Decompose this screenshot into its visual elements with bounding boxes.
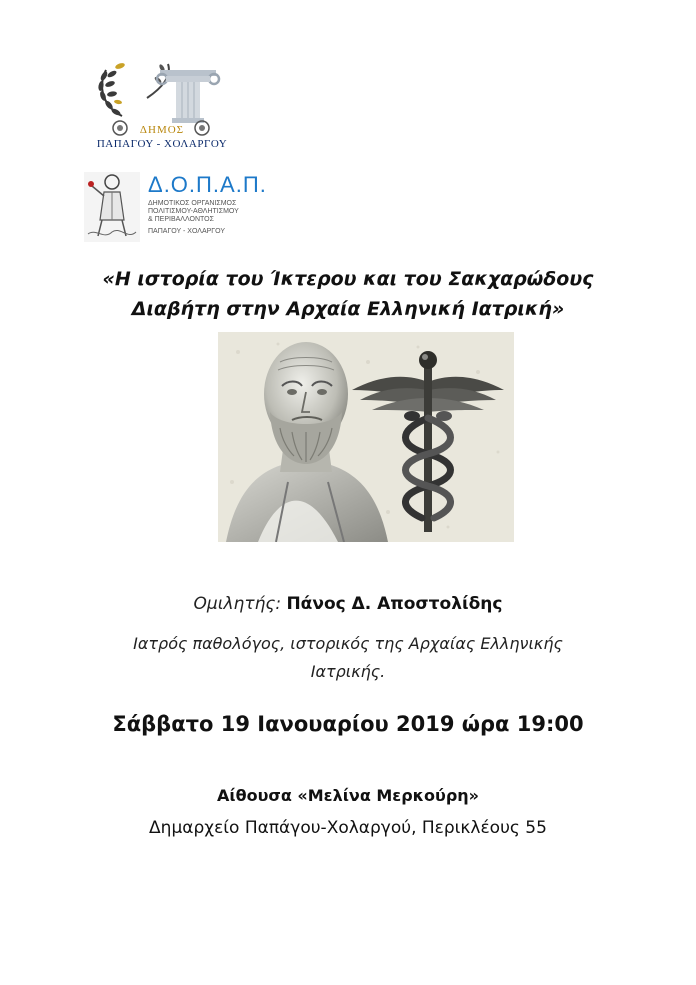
dopap-subtitle-4: ΠΑΠΑΓΟΥ - ΧΟΛΑΡΓΟΥ	[148, 228, 226, 235]
event-venue: Αίθουσα «Μελίνα Μερκούρη»	[216, 786, 480, 805]
caduceus-icon	[338, 338, 514, 538]
speaker-label: Ομιλητής:	[193, 594, 282, 614]
event-title-line-2: Διαβήτη στην Αρχαία Ελληνική Ιατρική»	[131, 298, 565, 320]
dopap-subtitle-1: ΔΗΜΟΤΙΚΟΣ ΟΡΓΑΝΙΣΜΟΣ	[148, 200, 237, 207]
speaker-name: Πάνος Δ. Αποστολίδης	[286, 594, 503, 614]
event-address: Δημαρχείο Παπάγου-Χολαργού, Περικλέους 55	[149, 818, 547, 838]
municipality-label: ΔΗΜΟΣ	[139, 124, 185, 136]
municipality-name: ΠΑΠΑΓΟΥ - ΧΟΛΑΡΓΟΥ	[96, 138, 228, 150]
laurel-column-emblem	[92, 58, 232, 124]
speaker-description-line-1: Ιατρός παθολόγος, ιστορικός της Αρχαίας Ελληνικής	[133, 634, 563, 653]
event-title-line-1: «Η ιστορία του Ίκτερου και του Σακχαρώδους	[102, 268, 594, 290]
speaker-line	[40, 594, 656, 614]
municipality-logo	[92, 58, 232, 156]
speaker-description-line-2: Ιατρικής.	[310, 662, 386, 681]
dopap-subtitle-2: ΠΟΛΙΤΙΣΜΟΥ-ΑΘΛΗΤΙΣΜΟΥ	[148, 208, 239, 215]
dopap-figure-icon	[82, 168, 142, 246]
dopap-name: Δ.Ο.Π.Α.Π.	[148, 172, 267, 197]
hippocrates-caduceus-image	[218, 332, 514, 542]
event-date: Σάββατο 19 Ιανουαρίου 2019 ώρα 19:00	[112, 712, 584, 736]
dopap-subtitle-3: & ΠΕΡΙΒΑΛΛΟΝΤΟΣ	[148, 216, 214, 223]
dopap-logo	[82, 168, 282, 248]
